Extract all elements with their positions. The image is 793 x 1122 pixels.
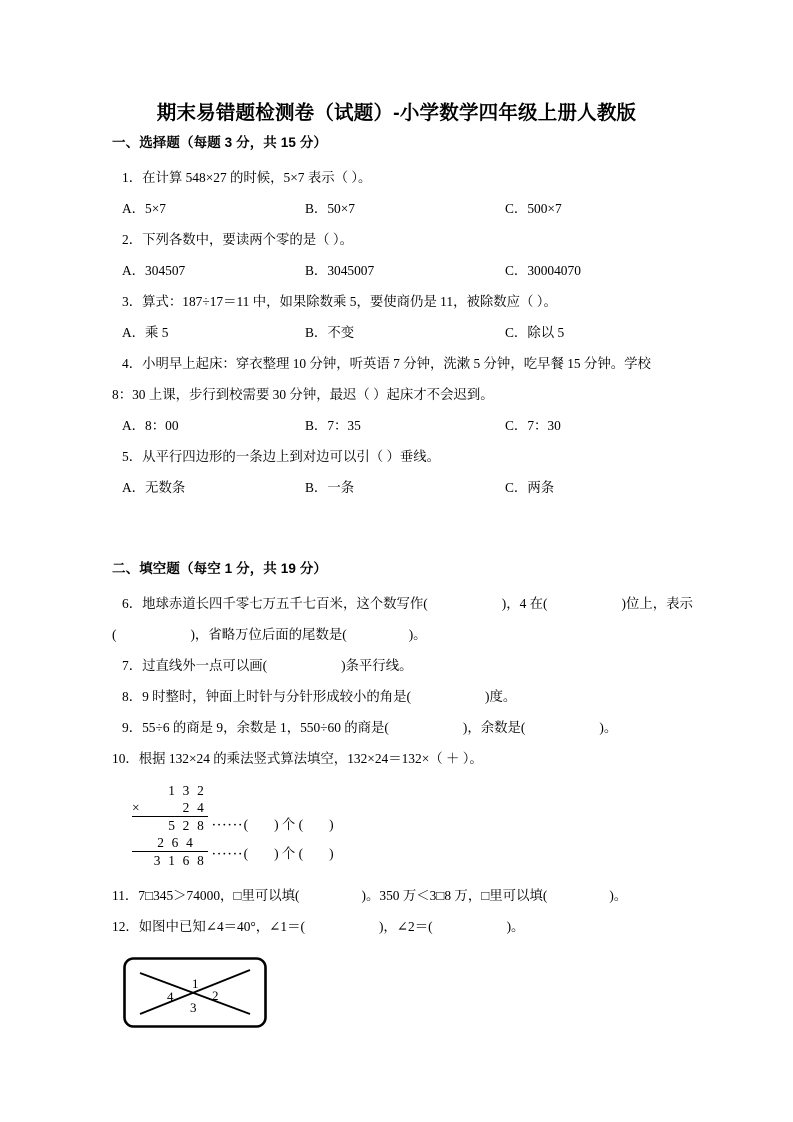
vm-multiplier: 2 4 xyxy=(182,800,206,815)
question-1-option-a[interactable]: A．5×7 xyxy=(122,201,167,216)
multiplication-sign-icon: × xyxy=(132,800,142,815)
vertical-multiplication-grid xyxy=(132,782,208,869)
question-4-text-line1: 4．小明早上起床：穿衣整理 10 分钟，听英语 7 分钟，洗漱 5 分钟，吃早餐 15 分钟。学校 xyxy=(122,356,651,371)
question-9-line xyxy=(112,712,692,743)
question-11-text-a: 11．7□345＞74000，□里可以填( xyxy=(112,888,300,903)
question-4-text-line2: 8：30 上课，步行到校需要 30 分钟，最迟（ ）起床才不会迟到。 xyxy=(112,387,494,402)
question-12-text-b: )，∠2＝( xyxy=(378,919,433,934)
section-heading-fill-in-blank: 二、填空题（每空 1 分，共 19 分） xyxy=(112,561,328,576)
question-6-text-f: )。 xyxy=(408,627,427,642)
question-1-text: 1．在计算 548×27 的时候，5×7 表示（ ）。 xyxy=(122,170,372,185)
page-title: 期末易错题检测卷（试题）-小学数学四年级上册人教版 xyxy=(156,102,637,124)
question-2-options xyxy=(112,255,692,286)
document-body xyxy=(112,133,692,1042)
question-5-option-a[interactable]: A．无数条 xyxy=(122,480,186,495)
question-12-line xyxy=(112,911,692,942)
annot2-close-paren: ) xyxy=(274,846,279,861)
vm-partial-1: 5 2 8 xyxy=(132,816,208,834)
annot1-open-paren: ( xyxy=(243,817,249,832)
question-5-option-c[interactable]: C．两条 xyxy=(505,480,555,495)
question-2-option-c[interactable]: C．30004070 xyxy=(505,263,581,278)
annot1-close-paren-2: ) xyxy=(329,817,334,832)
question-6-text-b: )，4 在( xyxy=(501,596,548,611)
vm-annotation-row-1 xyxy=(212,816,462,833)
question-2-option-b[interactable]: B．3045007 xyxy=(305,263,375,278)
question-1-options xyxy=(112,193,692,224)
question-9-text-b: )，余数是( xyxy=(462,720,526,735)
question-6-line2 xyxy=(112,619,692,650)
question-9-text-c: )。 xyxy=(599,720,618,735)
question-5-text: 5．从平行四边形的一条边上到对边可以引（ ）垂线。 xyxy=(122,449,441,464)
question-2-option-a[interactable]: A．304507 xyxy=(122,263,186,278)
question-3-option-c[interactable]: C．除以 5 xyxy=(505,325,565,340)
annot1-open-paren-2: ( xyxy=(298,817,304,832)
vm-product: 3 1 6 8 xyxy=(132,851,208,869)
angle-label-4: 4 xyxy=(167,989,174,1004)
annot1-unit: 个 xyxy=(281,817,296,832)
question-7-text-b: )条平行线。 xyxy=(341,658,413,673)
angle-label-1: 1 xyxy=(192,976,199,991)
question-2-text: 2．下列各数中，要读两个零的是（ ）。 xyxy=(122,232,353,247)
question-5-option-b[interactable]: B．一条 xyxy=(305,480,355,495)
annot2-unit: 个 xyxy=(281,846,296,861)
question-1-option-b[interactable]: B．50×7 xyxy=(305,201,355,216)
section-spacer xyxy=(112,503,692,559)
question-6-text-a: 6．地球赤道长四千零七万五千七百米，这个数写作( xyxy=(122,596,428,611)
question-4-option-a[interactable]: A．8：00 xyxy=(122,418,179,433)
section-heading-multiple-choice: 一、选择题（每题 3 分，共 15 分） xyxy=(112,135,328,150)
question-3-option-a[interactable]: A．乘 5 xyxy=(122,325,169,340)
question-8-text-a: 8．9 时整时，钟面上时针与分针形成较小的角是( xyxy=(122,689,412,704)
question-11-text-c: )。 xyxy=(609,888,628,903)
question-6-text-c: )位上，表示 xyxy=(621,596,693,611)
question-9-text-a: 9．55÷6 的商是 9，余数是 1，550÷60 的商是( xyxy=(122,720,389,735)
vertical-multiplication-annotations xyxy=(212,816,462,862)
question-3-option-b[interactable]: B．不变 xyxy=(305,325,355,340)
angle-label-2: 2 xyxy=(212,988,219,1003)
vm-annotation-row-2 xyxy=(212,845,462,862)
angle-label-3: 3 xyxy=(190,1000,197,1015)
leader-dots-2: ······ xyxy=(212,848,244,860)
vm-partial-2: 2 6 4 xyxy=(157,835,195,850)
question-3-options xyxy=(112,317,692,348)
question-6-line1 xyxy=(112,588,692,619)
question-1-option-c[interactable]: C．500×7 xyxy=(505,201,562,216)
annot2-open-paren-2: ( xyxy=(298,846,304,861)
intersecting-lines-figure xyxy=(122,956,268,1029)
vm-multiplicand: 1 3 2 xyxy=(168,783,206,798)
question-4-options xyxy=(112,410,692,441)
question-11-text-b: )。350 万＜3□8 万，□里可以填( xyxy=(361,888,548,903)
question-7-line xyxy=(112,650,692,681)
question-6-text-e: )，省略万位后面的尾数是( xyxy=(190,627,347,642)
question-12-text-c: )。 xyxy=(506,919,525,934)
annot1-close-paren: ) xyxy=(274,817,279,832)
question-10-vertical-multiplication xyxy=(112,782,692,874)
question-12-figure-wrap xyxy=(112,956,692,1042)
question-4-option-b[interactable]: B．7：35 xyxy=(305,418,361,433)
question-10-text: 10．根据 132×24 的乘法竖式算法填空，132×24＝132×（ ＋ ）。 xyxy=(112,751,483,766)
annot2-close-paren-2: ) xyxy=(329,846,334,861)
question-4-option-c[interactable]: C．7：30 xyxy=(505,418,561,433)
question-11-line xyxy=(112,880,692,911)
vm-multiplier-row xyxy=(132,799,208,816)
question-12-text-a: 12．如图中已知∠4＝40°，∠1＝( xyxy=(112,919,305,934)
question-8-text-b: )度。 xyxy=(485,689,517,704)
leader-dots-1: ······ xyxy=(212,819,244,831)
question-3-text: 3．算式：187÷17＝11 中，如果除数乘 5，要使商仍是 11，被除数应（ ）。 xyxy=(122,294,557,309)
annot2-open-paren: ( xyxy=(243,846,249,861)
question-5-options xyxy=(112,472,692,503)
question-7-text-a: 7．过直线外一点可以画( xyxy=(122,658,268,673)
question-6-text-d: ( xyxy=(112,627,117,642)
question-8-line xyxy=(112,681,692,712)
